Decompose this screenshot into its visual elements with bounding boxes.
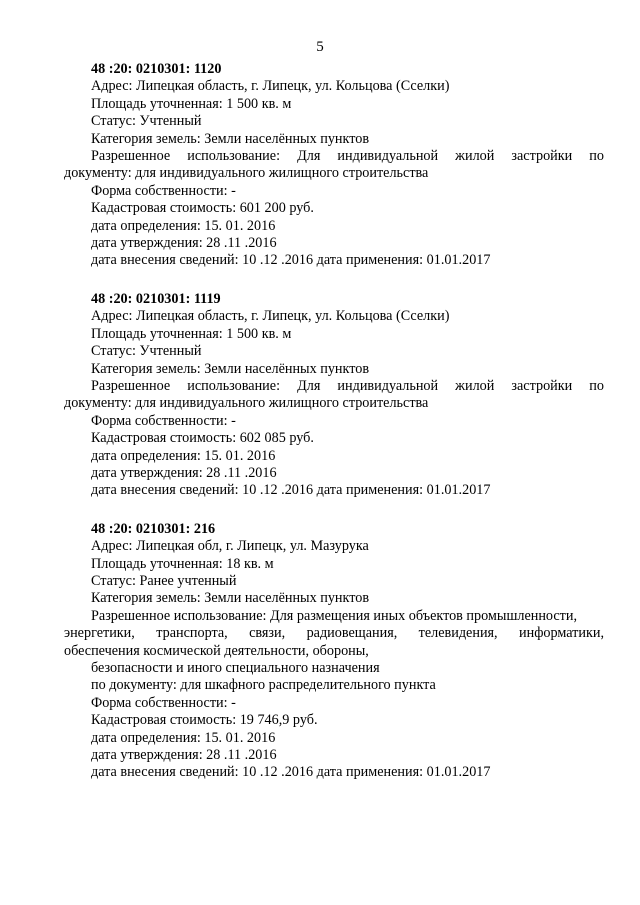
permitted-use: Разрешенное использование: Для индивидуальной жилой застройки по	[91, 148, 604, 165]
status: Статус: Учтенный	[91, 113, 202, 130]
cadastral-number: 48 :20: 0210301: 1119	[91, 290, 221, 307]
document-body	[64, 61, 604, 782]
permitted-use-continued: документу: для индивидуального жилищного строительства	[64, 165, 429, 182]
permitted-use-document: по документу: для шкафного распределительного пункта	[91, 677, 436, 694]
land-category: Категория земель: Земли населённых пунктов	[91, 360, 370, 377]
permitted-use-continued: энергетики, транспорта, связи, радиовещания, телевидения, информатики,	[64, 625, 604, 642]
cadastral-value: Кадастровая стоимость: 19 746,9 руб.	[91, 712, 318, 729]
area: Площадь уточненная: 1 500 кв. м	[91, 325, 292, 342]
land-record	[64, 521, 604, 782]
area: Площадь уточненная: 18 кв. м	[91, 555, 274, 572]
area: Площадь уточненная: 1 500 кв. м	[91, 95, 292, 112]
entry-date: дата внесения сведений: 10 .12 .2016 дата применения: 01.01.2017	[91, 482, 491, 499]
address: Адрес: Липецкая область, г. Липецк, ул. Кольцова (Сселки)	[91, 308, 450, 325]
permitted-use-continued: безопасности и иного специального назначения	[91, 660, 380, 676]
status: Статус: Ранее учтенный	[91, 572, 237, 589]
ownership: Форма собственности: -	[91, 182, 236, 199]
approval-date: дата утверждения: 28 .11 .2016	[91, 747, 277, 764]
approval-date: дата утверждения: 28 .11 .2016	[91, 464, 277, 481]
land-record	[64, 61, 604, 270]
determination-date: дата определения: 15. 01. 2016	[91, 447, 276, 464]
cadastral-value: Кадастровая стоимость: 601 200 руб.	[91, 200, 314, 217]
ownership: Форма собственности: -	[91, 412, 236, 429]
determination-date: дата определения: 15. 01. 2016	[91, 729, 276, 746]
address: Адрес: Липецкая обл, г. Липецк, ул. Мазурука	[91, 538, 369, 555]
permitted-use-continued: обеспечения космической деятельности, обороны,	[64, 642, 369, 659]
determination-date: дата определения: 15. 01. 2016	[91, 217, 276, 234]
land-category: Категория земель: Земли населённых пунктов	[91, 130, 370, 147]
land-record	[64, 291, 604, 500]
approval-date: дата утверждения: 28 .11 .2016	[91, 235, 277, 252]
entry-date: дата внесения сведений: 10 .12 .2016 дата применения: 01.01.2017	[91, 252, 491, 269]
status: Статус: Учтенный	[91, 343, 202, 360]
land-category: Категория земель: Земли населённых пунктов	[91, 590, 370, 607]
cadastral-value: Кадастровая стоимость: 602 085 руб.	[91, 430, 314, 447]
permitted-use: Разрешенное использование: Для индивидуальной жилой застройки по	[91, 377, 604, 394]
entry-date: дата внесения сведений: 10 .12 .2016 дата применения: 01.01.2017	[91, 764, 491, 781]
ownership: Форма собственности: -	[91, 694, 236, 711]
permitted-use-continued: документу: для индивидуального жилищного строительства	[64, 395, 429, 412]
address: Адрес: Липецкая область, г. Липецк, ул. Кольцова (Сселки)	[91, 78, 450, 95]
cadastral-number: 48 :20: 0210301: 1120	[91, 61, 222, 77]
page-number: 5	[316, 39, 324, 55]
cadastral-number: 48 :20: 0210301: 216	[91, 520, 216, 537]
permitted-use: Разрешенное использование: Для размещения иных объектов промышленности,	[91, 607, 578, 624]
